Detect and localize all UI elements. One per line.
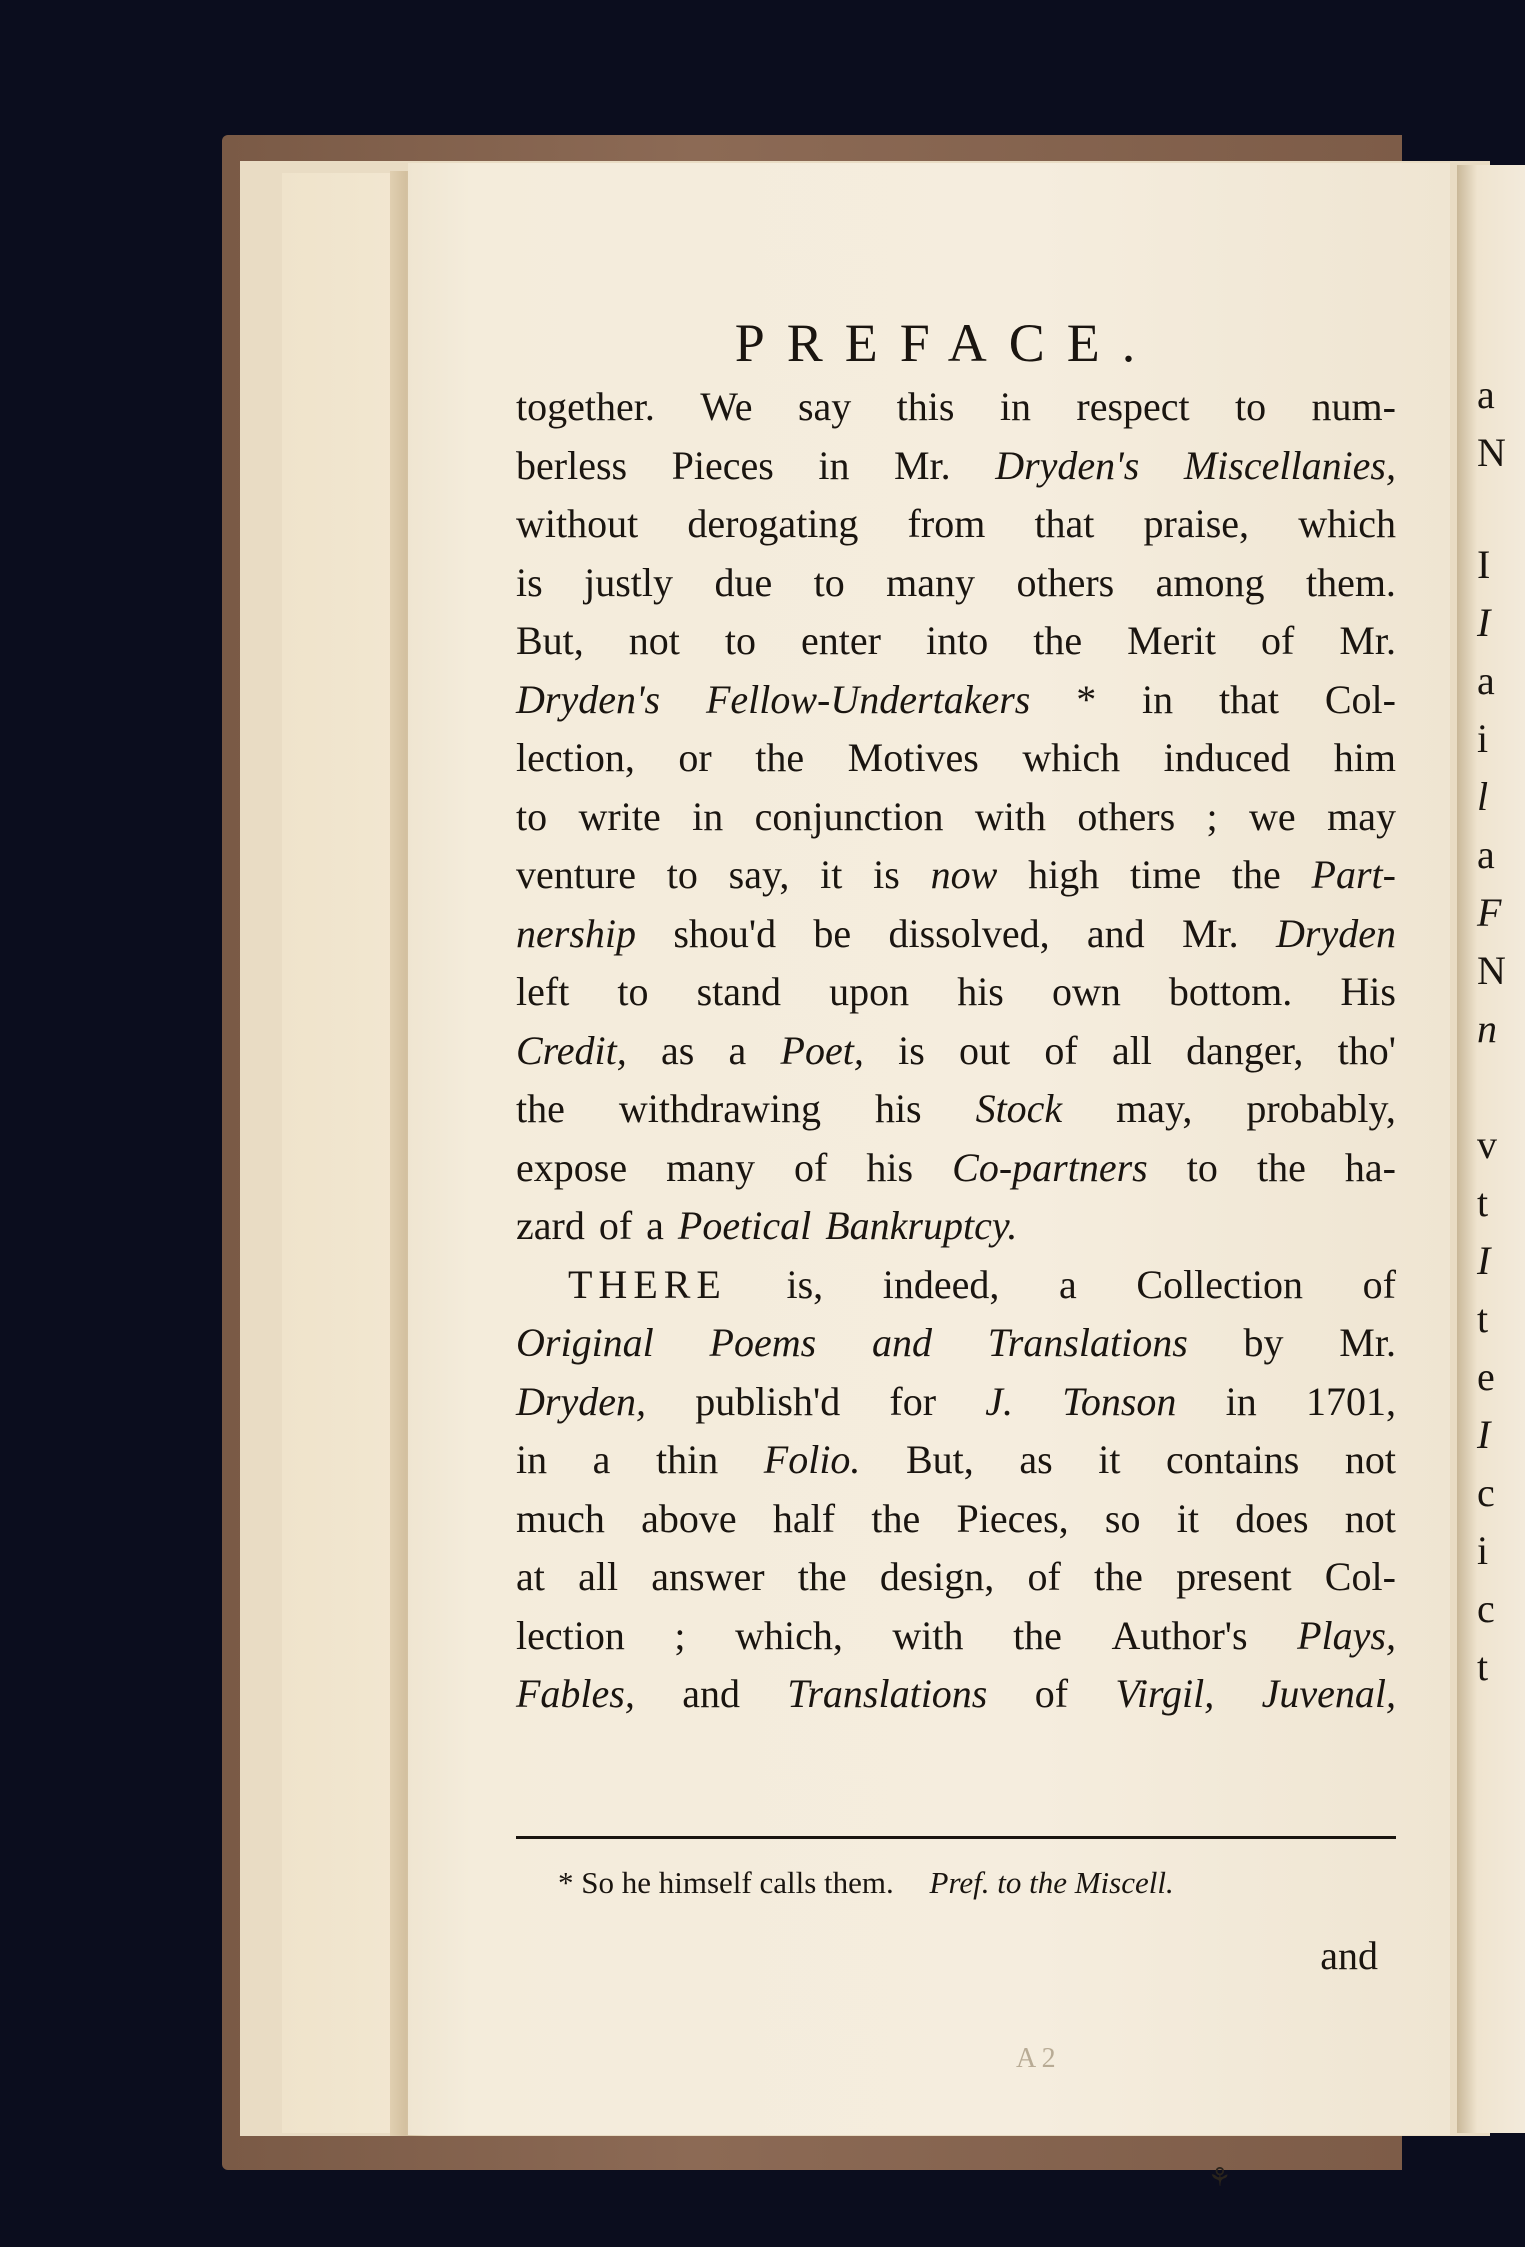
word: his	[866, 1144, 914, 1190]
word: berless	[516, 442, 628, 488]
book	[222, 135, 1525, 2192]
word: conjunction	[754, 793, 944, 839]
word: this	[896, 384, 955, 429]
word: But,	[905, 1437, 974, 1482]
word: J.	[985, 1378, 1014, 1424]
word: for	[889, 1378, 937, 1424]
text-line	[516, 1548, 1396, 1607]
text-line	[516, 1256, 1396, 1315]
word: Dryden	[1276, 910, 1396, 956]
word: that	[1219, 676, 1280, 722]
text-line	[516, 788, 1396, 847]
adjacent-letter: c	[1477, 1470, 1495, 1515]
adjacent-letter: t	[1477, 1296, 1489, 1341]
word: ;	[1206, 793, 1218, 839]
word: But,	[516, 618, 584, 663]
word: of	[1027, 1554, 1061, 1599]
word: all	[578, 1554, 619, 1599]
word: which,	[735, 1612, 843, 1658]
word: the	[1033, 618, 1083, 663]
signature-mark: A 2	[1016, 2043, 1056, 2074]
word: to	[724, 618, 757, 663]
preface-page	[408, 163, 1450, 2192]
word: others	[1077, 793, 1176, 839]
word: His	[1340, 969, 1396, 1014]
word: Dryden's	[516, 676, 661, 722]
text-line	[516, 1373, 1396, 1432]
word: is	[873, 852, 900, 897]
word: to	[617, 969, 649, 1014]
word: as	[1019, 1437, 1053, 1482]
word: without	[516, 501, 639, 546]
word: respect	[1076, 384, 1190, 429]
word: it	[820, 852, 843, 897]
footnote-marker: *	[1076, 676, 1097, 722]
text-line	[516, 1490, 1396, 1549]
word: out	[959, 1027, 1011, 1073]
word: to	[813, 559, 845, 605]
word: with	[892, 1612, 964, 1658]
word: in	[999, 384, 1031, 429]
word: or	[678, 735, 712, 780]
word: which	[1298, 501, 1396, 546]
word: his	[957, 969, 1004, 1014]
adjacent-page-edge	[1457, 165, 1525, 2133]
adjacent-letter: N	[1477, 948, 1506, 993]
word: say,	[728, 852, 790, 897]
word: 1701,	[1305, 1378, 1396, 1424]
word: ;	[674, 1612, 686, 1658]
word: praise,	[1143, 501, 1250, 546]
word: a	[646, 1203, 664, 1248]
word: that	[1034, 501, 1095, 546]
text-line	[516, 437, 1396, 496]
adjacent-letter: I	[1477, 542, 1491, 587]
word: publish'd	[695, 1378, 841, 1424]
word: by	[1243, 1320, 1284, 1365]
word: justly	[584, 559, 674, 605]
adjacent-letter: I	[1477, 600, 1491, 645]
adjacent-letter: e	[1477, 1354, 1495, 1399]
word: Mr.	[1182, 910, 1239, 956]
word: so	[1104, 1495, 1141, 1541]
word: Fellow-Undertakers	[705, 676, 1031, 722]
word: induced	[1163, 735, 1291, 780]
word: of	[1362, 1261, 1396, 1307]
word: derogating	[687, 501, 859, 546]
word: a	[1059, 1261, 1077, 1307]
text-line	[516, 1022, 1396, 1081]
word: from	[907, 501, 986, 546]
word: many	[886, 559, 976, 605]
word: Original	[516, 1320, 654, 1365]
word: the	[516, 1086, 565, 1131]
adjacent-letter: a	[1477, 658, 1495, 703]
word: others	[1016, 559, 1115, 605]
adjacent-letter: I	[1477, 1412, 1491, 1457]
adjacent-letter: I	[1477, 1238, 1491, 1283]
text-line	[516, 846, 1396, 905]
text-line	[516, 963, 1396, 1022]
word: the	[1013, 1612, 1062, 1658]
word: a	[728, 1027, 747, 1073]
word: of	[794, 1144, 828, 1190]
word: Col-	[1324, 1554, 1396, 1599]
word: half	[772, 1495, 836, 1541]
word: left	[516, 969, 570, 1014]
word: him	[1333, 735, 1396, 780]
word: we	[1249, 793, 1296, 839]
word: to	[516, 793, 548, 839]
text-line	[516, 495, 1396, 554]
word: write	[578, 793, 661, 839]
word: of	[1044, 1027, 1078, 1073]
word: enter	[801, 618, 881, 663]
word: is,	[786, 1261, 824, 1307]
word: the	[797, 1554, 847, 1599]
word: venture	[516, 852, 636, 897]
word: much	[516, 1495, 605, 1541]
word: Part-	[1311, 852, 1396, 897]
word: contains	[1165, 1437, 1300, 1482]
word: not	[1344, 1495, 1396, 1541]
word: bottom.	[1168, 969, 1293, 1014]
text-line	[516, 1139, 1396, 1198]
word: a	[592, 1437, 611, 1482]
word: in	[818, 442, 850, 488]
catchword: and	[1320, 1933, 1378, 1978]
word: probably,	[1246, 1086, 1396, 1131]
word: We	[700, 384, 753, 429]
word: Dryden's	[995, 442, 1140, 488]
text-line	[516, 612, 1396, 671]
text-line	[516, 1607, 1396, 1666]
word: ha-	[1344, 1144, 1396, 1190]
word: may	[1327, 793, 1396, 839]
word: Juvenal,	[1261, 1671, 1396, 1716]
word: it	[1176, 1495, 1199, 1541]
word: Col-	[1324, 676, 1396, 722]
word: design,	[879, 1554, 995, 1599]
word: time	[1130, 852, 1202, 897]
word: the	[755, 735, 805, 780]
word: his	[874, 1086, 922, 1131]
word: in	[692, 793, 724, 839]
word: Pieces,	[956, 1495, 1069, 1541]
word: and	[682, 1671, 740, 1716]
word: the	[1231, 852, 1281, 897]
word: Dryden,	[516, 1378, 646, 1424]
footnote-rule	[516, 1836, 1396, 1839]
word: tho'	[1337, 1027, 1396, 1073]
adjacent-letter: t	[1477, 1180, 1489, 1225]
word: lection,	[516, 735, 635, 780]
word: Virgil,	[1115, 1671, 1215, 1716]
word: the	[871, 1495, 921, 1541]
footnote-reference: Pref. to the Miscell.	[929, 1865, 1174, 1900]
word: own	[1051, 969, 1121, 1014]
word: Mr.	[1339, 618, 1396, 663]
word: with	[974, 793, 1046, 839]
adjacent-letter: a	[1477, 372, 1495, 417]
word: Tonson	[1062, 1378, 1177, 1424]
word: into	[926, 618, 989, 663]
text-line	[516, 729, 1396, 788]
adjacent-letter: i	[1477, 716, 1489, 761]
word: to	[1235, 384, 1267, 429]
word: expose	[516, 1144, 628, 1190]
adjacent-letter: t	[1477, 1644, 1489, 1689]
word: stand	[696, 969, 782, 1014]
adjacent-letter: c	[1477, 1586, 1495, 1631]
word: Credit,	[516, 1027, 627, 1073]
running-header: PREFACE.	[734, 313, 1158, 373]
word: Stock	[975, 1086, 1063, 1131]
text-line	[516, 1665, 1396, 1724]
word: Collection	[1136, 1261, 1304, 1307]
word: in	[1142, 676, 1174, 722]
word: Motives	[847, 735, 979, 780]
word: lection	[516, 1612, 625, 1658]
word: Fables,	[516, 1671, 635, 1716]
word: does	[1235, 1495, 1309, 1541]
word: not	[628, 618, 680, 663]
word: of	[598, 1203, 633, 1248]
word: to	[1186, 1144, 1218, 1190]
word: above	[641, 1495, 737, 1541]
word: danger,	[1186, 1027, 1304, 1073]
word: nership	[516, 910, 636, 956]
ornament-icon: ⚘	[1208, 2163, 1232, 2192]
word: to	[666, 852, 698, 897]
word: present	[1176, 1554, 1292, 1599]
word: may,	[1116, 1086, 1193, 1131]
text-line	[516, 905, 1396, 964]
word: and	[871, 1320, 932, 1365]
word: Mr.	[1339, 1320, 1396, 1365]
footnote-text: So he himself calls them.	[581, 1865, 894, 1900]
word: not	[1344, 1437, 1396, 1482]
word: THERE	[568, 1261, 727, 1307]
adjacent-letter: n	[1477, 1006, 1497, 1051]
word: Merit	[1127, 618, 1216, 663]
text-line	[516, 671, 1396, 730]
word: Poetical	[677, 1203, 812, 1248]
adjacent-letter: F	[1477, 890, 1502, 935]
word: of	[1034, 1671, 1069, 1716]
word: Pieces	[671, 442, 774, 488]
word: as	[660, 1027, 695, 1073]
text-line	[516, 378, 1396, 437]
word: Plays,	[1297, 1612, 1396, 1658]
word: Co-partners	[952, 1144, 1148, 1190]
word: which	[1022, 735, 1121, 780]
footnote-marker: *	[558, 1865, 574, 1900]
word: Folio.	[763, 1437, 861, 1482]
word: at	[516, 1554, 545, 1599]
word: withdrawing	[618, 1086, 821, 1131]
adjacent-letter: a	[1477, 832, 1495, 877]
word: the	[1256, 1144, 1306, 1190]
word: it	[1098, 1437, 1121, 1482]
word: shou'd	[673, 910, 777, 956]
text-line	[516, 1197, 1396, 1256]
word: now	[930, 852, 998, 897]
word: together.	[516, 384, 655, 429]
word: many	[666, 1144, 755, 1190]
word: zard	[516, 1203, 585, 1248]
word: Poet,	[780, 1027, 864, 1073]
word: Poems	[709, 1320, 817, 1365]
word: Translations	[787, 1671, 988, 1716]
body-text	[516, 378, 1396, 1724]
word: of	[1260, 618, 1295, 663]
word: among	[1155, 559, 1265, 605]
text-line	[516, 1431, 1396, 1490]
word: is	[516, 559, 543, 605]
adjacent-letter: v	[1477, 1122, 1497, 1167]
word: Translations	[987, 1320, 1188, 1365]
word: the	[1094, 1554, 1143, 1599]
text-line	[516, 554, 1396, 613]
word: be	[813, 910, 852, 956]
word: them.	[1305, 559, 1396, 605]
word: num-	[1311, 384, 1396, 429]
word: upon	[829, 969, 910, 1014]
word: all	[1111, 1027, 1152, 1073]
word: in	[1225, 1378, 1257, 1424]
word: Miscellanies,	[1183, 442, 1396, 488]
word: Bankruptcy.	[825, 1203, 1018, 1248]
text-line	[516, 1080, 1396, 1139]
text-line	[516, 1314, 1396, 1373]
word: dissolved,	[888, 910, 1050, 956]
word: Mr.	[893, 442, 951, 488]
word: Author's	[1111, 1612, 1248, 1658]
word: high	[1028, 852, 1100, 897]
word: due	[714, 559, 773, 605]
word: answer	[651, 1554, 765, 1599]
word: indeed,	[882, 1261, 1000, 1307]
adjacent-letter: i	[1477, 1528, 1489, 1573]
word: thin	[655, 1437, 719, 1482]
adjacent-letter: N	[1477, 430, 1506, 475]
footnote	[558, 1863, 1398, 1903]
word: is	[898, 1027, 925, 1073]
word: in	[516, 1437, 548, 1482]
adjacent-letter: l	[1477, 774, 1489, 819]
word: say	[797, 384, 852, 429]
word: and	[1086, 910, 1145, 956]
